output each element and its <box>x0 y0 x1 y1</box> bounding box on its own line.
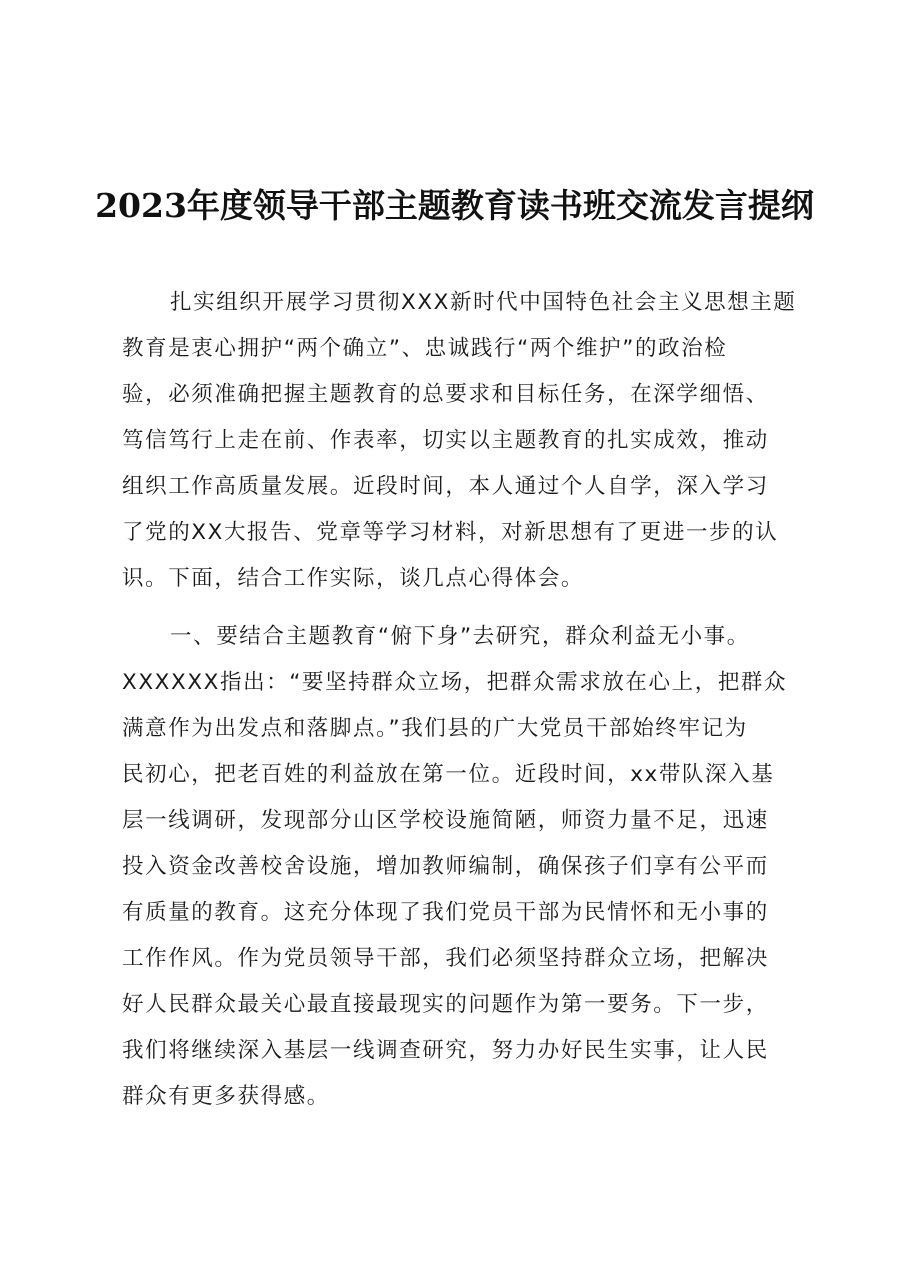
paragraph-line: 工作作风。作为党员领导干部，我们必须坚持群众立场，把解决 <box>122 946 769 971</box>
paragraph-line: 层一线调研，发现部分山区学校设施简陋，师资力量不足，迅速 <box>122 808 769 833</box>
paragraph-line: 好人民群众最关心最直接最现实的问题作为第一要务。下一步， <box>122 992 769 1017</box>
paragraph-line: 识。下面，结合工作实际，谈几点心得体会。 <box>122 566 585 591</box>
paragraph-line: 组织工作高质量发展。近段时间，本人通过个人自学，深入学习 <box>122 474 769 499</box>
paragraph-line: 投入资金改善校舍设施，增加教师编制，确保孩子们享有公平而 <box>122 854 769 879</box>
paragraph-line: 群众有更多获得感。 <box>122 1084 330 1109</box>
paragraph-line: 民初心，把老百姓的利益放在第一位。近段时间，xx带队深入基 <box>122 762 775 787</box>
paragraph-line: XXXXXX指出：“要坚持群众立场，把群众需求放在心上，把群众 <box>122 670 788 695</box>
paragraph-line: 有质量的教育。这充分体现了我们党员干部为民情怀和无小事的 <box>122 900 769 925</box>
paragraph-intro <box>122 280 822 602</box>
document-title: 2023年度领导干部主题教育读书班交流发言提纲 <box>95 186 814 225</box>
paragraph-section-one <box>122 614 822 1120</box>
paragraph-line: 笃信笃行上走在前、作表率，切实以主题教育的扎实成效，推动 <box>122 428 769 453</box>
paragraph-line: 验，必须准确把握主题教育的总要求和目标任务，在深学细悟、 <box>122 382 769 407</box>
paragraph-line: 教育是衷心拥护“两个确立”、忠诚践行“两个维护”的政治检 <box>122 336 728 361</box>
paragraph-line: 扎实组织开展学习贯彻XXX新时代中国特色社会主义思想主题 <box>170 290 797 315</box>
section-heading-line: 一、要结合主题教育“俯下身”去研究，群众利益无小事。 <box>170 624 750 649</box>
paragraph-line: 满意作为出发点和落脚点。”我们县的广大党员干部始终牢记为 <box>122 716 748 741</box>
paragraph-line: 我们将继续深入基层一线调查研究，努力办好民生实事，让人民 <box>122 1038 769 1063</box>
paragraph-line: 了党的XX大报告、党章等学习材料，对新思想有了更进一步的认 <box>122 520 779 545</box>
